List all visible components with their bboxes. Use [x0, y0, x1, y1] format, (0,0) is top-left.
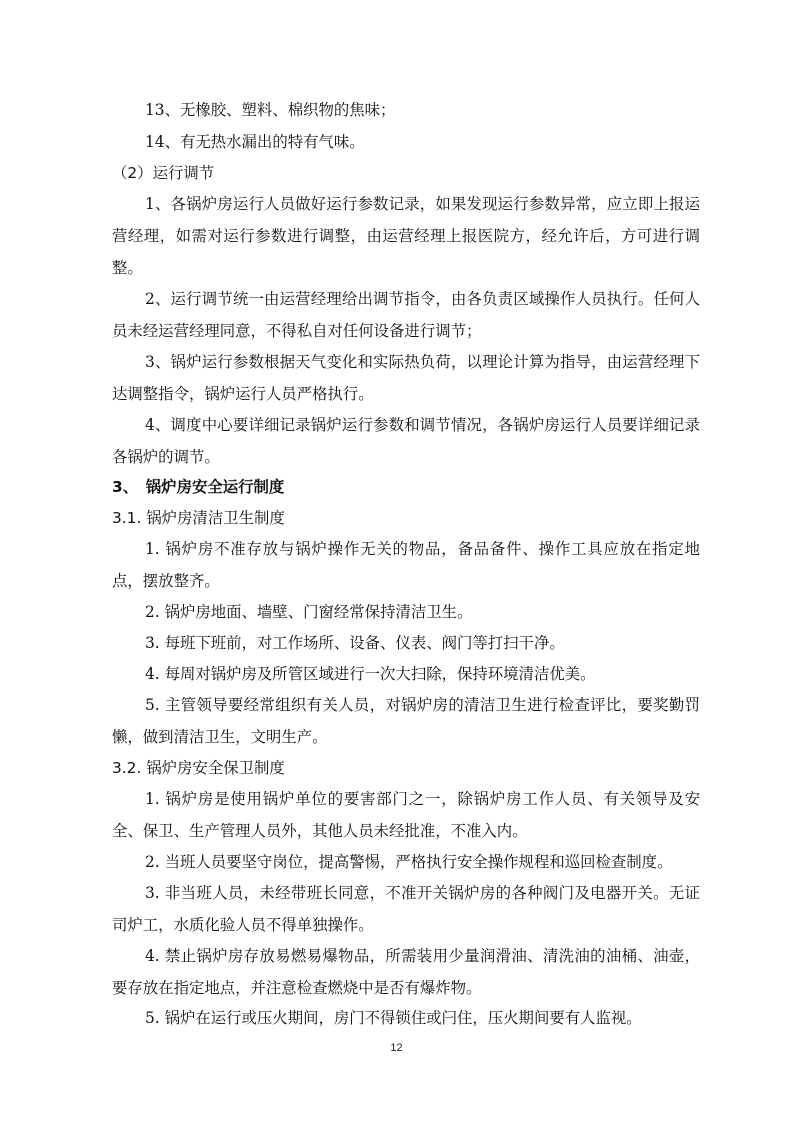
page-number: 12 [390, 1042, 403, 1054]
security-rule-1: 1. 锅炉房是使用锅炉单位的要害部门之一，除锅炉房工作人员、有关领导及安全、保卫、生产管理人员外，其他人员未经批准，不准入内。 [112, 790, 700, 840]
security-rule-4: 4. 禁止锅炉房存放易燃易爆物品，所需装用少量润滑油、清洗油的油桶、油壶，要存放在指定地点，并注意检查燃烧中是否有爆炸物。 [112, 947, 700, 997]
odor-item-14: 14、有无热水漏出的特有气味。 [145, 133, 365, 151]
cleaning-rule-5: 5. 主管领导要经常组织有关人员，对锅炉房的清洁卫生进行检查评比，要奖勤罚懒，做到清洁卫生，文明生产。 [112, 696, 700, 746]
cleaning-rule-3: 3. 每班下班前，对工作场所、设备、仪表、阀门等打扫干净。 [145, 634, 565, 652]
security-rule-2: 2. 当班人员要坚守岗位，提高警惕，严格执行安全操作规程和巡回检查制度。 [145, 853, 673, 871]
section-heading-operation-adjustment: （2）运行调节 [112, 164, 215, 182]
section-heading-3-2: 3.2. 锅炉房安全保卫制度 [112, 759, 285, 777]
cleaning-rule-2: 2. 锅炉房地面、墙壁、门窗经常保持清洁卫生。 [145, 603, 473, 621]
cleaning-rule-1: 1. 锅炉房不准存放与锅炉操作无关的物品，备品备件、操作工具应放在指定地点，摆放整齐。 [112, 540, 700, 590]
adjustment-item-2: 2、运行调节统一由运营经理给出调节指令，由各负责区域操作人员执行。任何人员未经运营经理同意，不得私自对任何设备进行调节； [112, 290, 700, 340]
odor-item-13: 13、无橡胶、塑料、棉织物的焦味； [145, 101, 396, 119]
section-heading-3-1: 3.1. 锅炉房清洁卫生制度 [112, 509, 285, 527]
adjustment-item-1: 1、各锅炉房运行人员做好运行参数记录，如果发现运行参数异常，应立即上报运营经理，如需对运行参数进行调整，由运营经理上报医院方，经允许后，方可进行调整。 [112, 195, 700, 277]
section-heading-3: 3、 锅炉房安全运行制度 [112, 478, 285, 496]
cleaning-rule-4: 4. 每周对锅炉房及所管区域进行一次大扫除，保持环境清洁优美。 [145, 665, 596, 683]
security-rule-5: 5. 锅炉在运行或压火期间，房门不得锁住或闩住，压火期间要有人监视。 [145, 1009, 642, 1027]
adjustment-item-4: 4、调度中心要详细记录锅炉运行参数和调节情况，各锅炉房运行人员要详细记录各锅炉的调节。 [112, 416, 700, 466]
adjustment-item-3: 3、锅炉运行参数根据天气变化和实际热负荷，以理论计算为指导，由运营经理下达调整指令，锅炉运行人员严格执行。 [112, 353, 700, 403]
security-rule-3: 3. 非当班人员，未经带班长同意，不准开关锅炉房的各种阀门及电器开关。无证司炉工，水质化验人员不得单独操作。 [112, 884, 700, 934]
